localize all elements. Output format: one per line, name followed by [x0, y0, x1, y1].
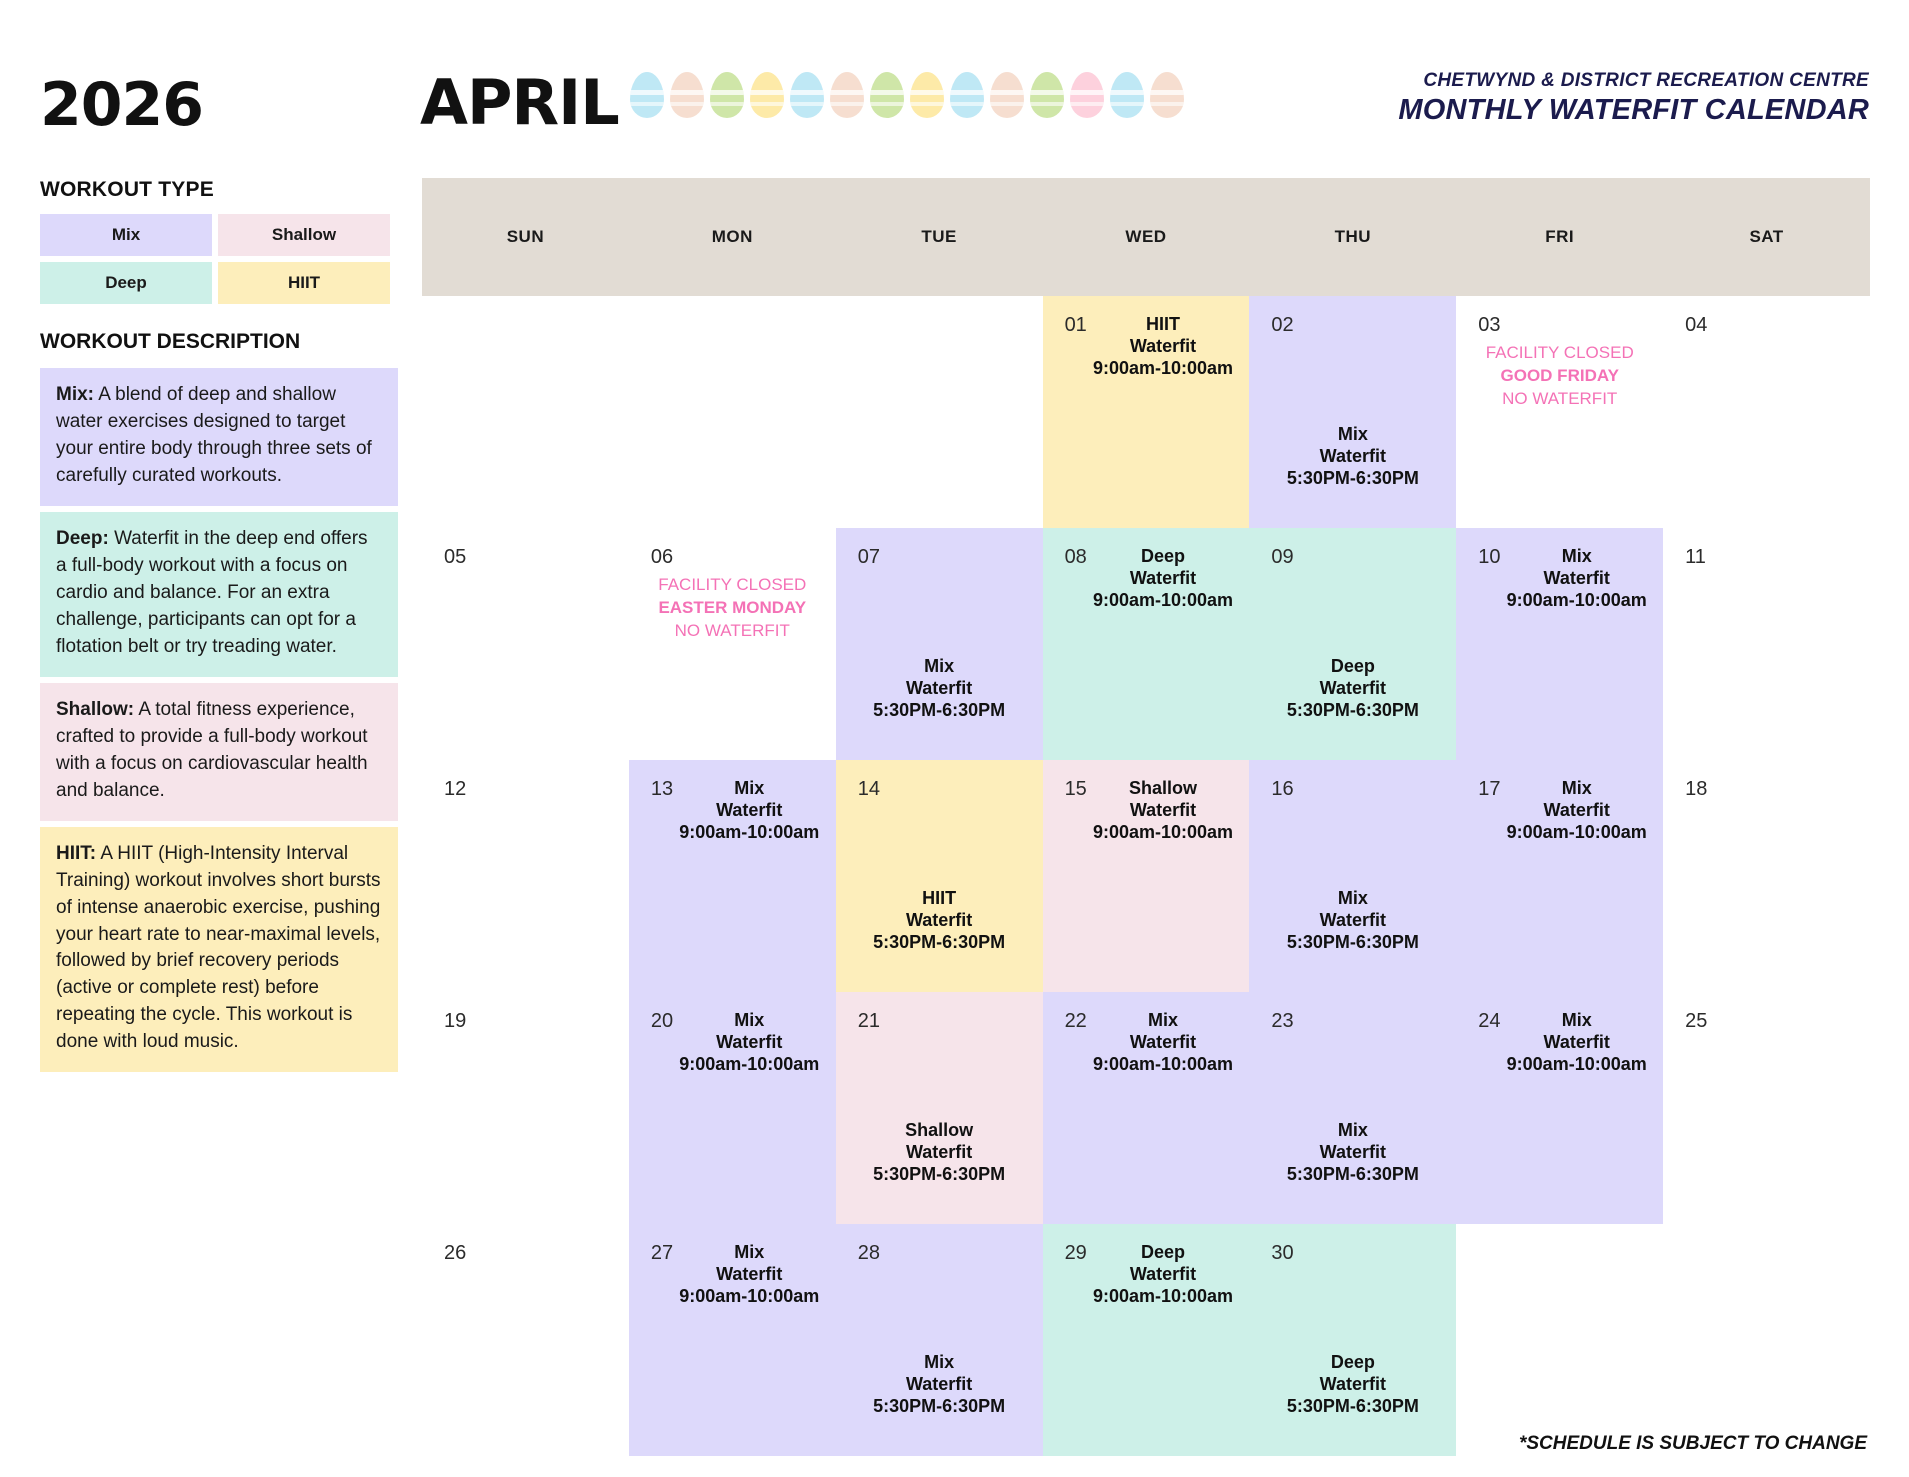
event-line: Shallow	[1128, 778, 1197, 798]
event-line: 5:30PM-6:30PM	[873, 700, 1006, 721]
day-number: 20	[650, 1010, 674, 1032]
event-line: Waterfit	[1129, 1263, 1197, 1284]
day-number: 25	[1685, 1010, 1708, 1032]
easter-egg-icon	[950, 72, 984, 118]
month-title: APRIL	[420, 66, 619, 139]
day-number: 22	[1064, 1010, 1087, 1032]
easter-egg-icon	[990, 72, 1024, 118]
event-line: Deep	[1330, 656, 1375, 677]
organization-branding	[1398, 70, 1869, 127]
workout-description-text: A HIIT (High-Intensity Interval Training) workout involves short bursts of intense anaerobic exercise, pushing your heart rate to near-maximal levels, followed by brief recovery periods (active or complete rest) before repeating the cycle. This workout is done with loud music.	[56, 842, 381, 1053]
day-number: 16	[1271, 778, 1294, 800]
event-line: Mix	[1337, 424, 1368, 445]
event-line: Waterfit	[1129, 335, 1197, 356]
day-number: 29	[1064, 1242, 1087, 1264]
calendar-day-cell[interactable]	[422, 528, 629, 760]
day-number: 14	[857, 778, 880, 800]
calendar-empty-cell	[1456, 1224, 1663, 1456]
event-line: 9:00am-10:00am	[1506, 821, 1647, 842]
calendar-day-cell[interactable]	[1249, 760, 1456, 992]
event-line: 9:00am-10:00am	[1506, 589, 1647, 610]
event-line: Waterfit	[905, 678, 973, 699]
easter-egg-icon	[830, 72, 864, 118]
day-number: 05	[444, 546, 467, 568]
workout-description-mix	[40, 368, 398, 506]
closed-notice-line: GOOD FRIDAY	[1500, 365, 1619, 385]
event-evening	[846, 1352, 1033, 1418]
calendar-day-cell[interactable]	[1043, 992, 1250, 1224]
workout-description-text: A total fitness experience, crafted to provide a full-body workout with a focus on cardiovascular health and balance.	[56, 698, 368, 801]
schedule-disclaimer: *SCHEDULE IS SUBJECT TO CHANGE	[1518, 1433, 1867, 1454]
workout-description-term: Shallow:	[56, 698, 135, 720]
day-number: 01	[1064, 314, 1087, 336]
event-evening	[1259, 888, 1446, 954]
event-line: Waterfit	[1129, 567, 1197, 588]
event-line: Mix	[1561, 546, 1592, 566]
calendar-day-cell[interactable]	[836, 992, 1043, 1224]
year-label: 2026	[40, 70, 203, 140]
event-line: Waterfit	[1543, 799, 1610, 820]
legend-panel	[40, 178, 398, 1078]
calendar-day-cell[interactable]	[1043, 760, 1250, 992]
facility-closed-notice	[1466, 342, 1653, 411]
day-number: 27	[650, 1242, 674, 1264]
calendar-empty-cell	[1663, 1224, 1870, 1456]
weekday-header-tue: TUE	[921, 227, 957, 246]
event-line: 9:00am-10:00am	[679, 1285, 820, 1306]
event-line: 9:00am-10:00am	[1506, 1053, 1647, 1074]
event-line: Mix	[734, 778, 765, 798]
event-line: 5:30PM-6:30PM	[873, 1396, 1006, 1417]
easter-egg-icon	[1110, 72, 1144, 118]
event-evening	[1259, 656, 1446, 722]
workout-description-shallow	[40, 683, 398, 821]
event-line: Mix	[734, 1242, 765, 1262]
calendar-empty-cell	[422, 296, 629, 528]
closed-notice-line: FACILITY CLOSED	[658, 575, 807, 594]
easter-egg-icon	[790, 72, 824, 118]
workout-description-text: A blend of deep and shallow water exercises designed to target your entire body through three sets of carefully curated workouts.	[56, 384, 372, 486]
closed-notice-line: EASTER MONDAY	[658, 597, 807, 617]
event-line: Waterfit	[1543, 567, 1610, 588]
event-line: Waterfit	[1319, 1142, 1387, 1163]
calendar-day-cell[interactable]	[1249, 296, 1456, 528]
event-line: Deep	[1330, 1352, 1375, 1373]
day-number: 21	[857, 1010, 880, 1032]
event-line: 9:00am-10:00am	[679, 1053, 820, 1074]
calendar-day-cell[interactable]	[836, 1224, 1043, 1456]
calendar-day-cell[interactable]	[629, 992, 836, 1224]
calendar-day-cell[interactable]	[1456, 760, 1663, 992]
day-number: 11	[1685, 546, 1706, 568]
calendar-day-cell[interactable]	[1663, 992, 1870, 1224]
legend-item-label: Deep	[105, 273, 147, 292]
legend-item-shallow	[218, 214, 390, 256]
easter-egg-icon	[910, 72, 944, 118]
easter-egg-icon	[870, 72, 904, 118]
workout-descriptions-list	[40, 368, 398, 1072]
day-number: 09	[1271, 546, 1294, 568]
calendar-day-cell[interactable]	[1456, 528, 1663, 760]
event-line: Waterfit	[1319, 446, 1387, 467]
calendar-day-cell[interactable]	[1456, 296, 1663, 528]
calendar-day-cell[interactable]	[1043, 1224, 1250, 1456]
event-line: Deep	[1140, 1242, 1185, 1262]
calendar-day-cell[interactable]	[422, 992, 629, 1224]
event-line: 9:00am-10:00am	[679, 821, 820, 842]
day-number: 19	[444, 1010, 467, 1032]
calendar-day-cell[interactable]	[1249, 528, 1456, 760]
calendar-empty-cell	[629, 296, 836, 528]
event-line: 5:30PM-6:30PM	[1286, 468, 1419, 489]
calendar-day-cell[interactable]	[422, 1224, 629, 1456]
workout-type-heading: WORKOUT TYPE	[40, 178, 214, 201]
day-number: 15	[1064, 778, 1087, 800]
legend-item-mix	[40, 214, 212, 256]
event-line: Waterfit	[905, 910, 973, 931]
weekday-header-thu: THU	[1334, 227, 1372, 246]
day-number: 17	[1478, 778, 1501, 800]
event-evening	[1259, 1120, 1446, 1186]
easter-egg-icon	[630, 72, 664, 118]
event-line: Waterfit	[716, 1031, 783, 1052]
calendar-day-cell[interactable]	[1663, 760, 1870, 992]
day-number: 28	[857, 1242, 880, 1264]
calendar-day-cell[interactable]	[1249, 1224, 1456, 1456]
event-line: 9:00am-10:00am	[1092, 589, 1234, 610]
easter-egg-icon	[710, 72, 744, 118]
event-line: Waterfit	[905, 1142, 973, 1163]
easter-eggs-decoration	[630, 72, 1184, 118]
workout-description-term: HIIT:	[56, 842, 97, 864]
event-line: HIIT	[922, 888, 957, 909]
calendar-day-cell[interactable]	[1043, 296, 1250, 528]
calendar-day-cell[interactable]	[629, 1224, 836, 1456]
event-line: Waterfit	[1543, 1031, 1610, 1052]
event-line: Mix	[924, 656, 955, 677]
easter-egg-icon	[1150, 72, 1184, 118]
weekday-header-fri: FRI	[1545, 227, 1575, 246]
calendar-day-cell[interactable]	[1456, 992, 1663, 1224]
day-number: 02	[1271, 314, 1294, 336]
weekday-header-sat: SAT	[1749, 227, 1784, 246]
event-line: Waterfit	[1319, 678, 1387, 699]
calendar-empty-cell	[836, 296, 1043, 528]
event-line: 9:00am-10:00am	[1092, 357, 1234, 378]
calendar-grid	[422, 178, 1870, 1456]
calendar-day-cell[interactable]	[836, 760, 1043, 992]
legend-item-label: Shallow	[271, 225, 337, 244]
day-number: 30	[1271, 1242, 1294, 1264]
day-number: 23	[1271, 1010, 1294, 1032]
org-name: CHETWYND & DISTRICT RECREATION CENTRE	[1423, 70, 1869, 91]
weekday-header-sun: SUN	[506, 227, 545, 246]
event-line: 5:30PM-6:30PM	[873, 1164, 1006, 1185]
event-line: 5:30PM-6:30PM	[873, 932, 1006, 953]
event-evening	[1259, 1352, 1446, 1418]
day-number: 04	[1685, 314, 1708, 336]
event-line: Mix	[1337, 1120, 1368, 1141]
calendar-day-cell[interactable]	[836, 528, 1043, 760]
calendar-subtitle: MONTHLY WATERFIT CALENDAR	[1398, 94, 1869, 126]
calendar-days-body	[422, 296, 1870, 1456]
calendar-day-cell[interactable]	[629, 528, 836, 760]
calendar-day-cell[interactable]	[629, 760, 836, 992]
workout-description-deep	[40, 512, 398, 677]
event-line: HIIT	[1145, 314, 1180, 334]
event-line: Mix	[924, 1352, 955, 1373]
calendar-day-cell[interactable]	[1663, 528, 1870, 760]
workout-description-text: Waterfit in the deep end offers a full-body workout with a focus on cardio and balance. For an extra challenge, participants can opt for a flotation belt or try treading water.	[56, 527, 368, 657]
day-number: 26	[444, 1242, 467, 1264]
weekday-header-mon: MON	[711, 227, 753, 246]
event-evening	[846, 656, 1033, 722]
closed-notice-line: FACILITY CLOSED	[1485, 343, 1634, 362]
legend-item-label: HIIT	[287, 273, 321, 292]
workout-type-legend	[40, 214, 398, 304]
event-line: 5:30PM-6:30PM	[1286, 932, 1419, 953]
workout-description-term: Mix:	[56, 384, 94, 405]
event-line: 5:30PM-6:30PM	[1286, 1396, 1419, 1417]
facility-closed-notice	[639, 574, 826, 643]
event-line: 9:00am-10:00am	[1092, 1053, 1234, 1074]
event-line: Waterfit	[716, 799, 783, 820]
event-line: Deep	[1140, 546, 1185, 566]
legend-item-label: Mix	[111, 225, 141, 244]
workout-description-hiit	[40, 827, 398, 1073]
day-number: 12	[444, 778, 467, 800]
calendar-day-cell[interactable]	[1249, 992, 1456, 1224]
easter-egg-icon	[1070, 72, 1104, 118]
day-number: 24	[1478, 1010, 1501, 1032]
event-line: Waterfit	[1319, 910, 1387, 931]
event-line: Waterfit	[1129, 799, 1197, 820]
event-line: 5:30PM-6:30PM	[1286, 1164, 1419, 1185]
legend-item-deep	[40, 262, 212, 304]
closed-notice-line: NO WATERFIT	[1502, 388, 1618, 408]
legend-item-hiit	[218, 262, 390, 304]
day-number: 08	[1064, 546, 1087, 568]
event-line: Mix	[1561, 778, 1592, 798]
event-line: Mix	[1561, 1010, 1592, 1030]
event-line: 9:00am-10:00am	[1092, 1285, 1234, 1306]
day-number: 13	[650, 778, 674, 800]
event-evening	[846, 1120, 1033, 1186]
day-number: 18	[1685, 778, 1708, 800]
event-line: Mix	[734, 1010, 765, 1030]
workout-description-heading: WORKOUT DESCRIPTION	[40, 330, 301, 353]
event-line: Waterfit	[1319, 1374, 1387, 1395]
day-number: 07	[857, 546, 880, 568]
closed-notice-line: NO WATERFIT	[674, 620, 790, 640]
event-line: Shallow	[905, 1120, 974, 1141]
easter-egg-icon	[750, 72, 784, 118]
event-line: 5:30PM-6:30PM	[1286, 700, 1419, 721]
event-line: Waterfit	[905, 1374, 973, 1395]
event-evening	[1259, 424, 1446, 490]
calendar-day-cell[interactable]	[1663, 296, 1870, 528]
day-number: 03	[1478, 314, 1501, 336]
easter-egg-icon	[670, 72, 704, 118]
calendar-weekday-header	[422, 178, 1870, 296]
day-number: 06	[650, 546, 674, 568]
workout-description-term: Deep:	[56, 527, 109, 549]
calendar-day-cell[interactable]	[422, 760, 629, 992]
day-number: 10	[1478, 546, 1501, 568]
event-line: Waterfit	[1129, 1031, 1197, 1052]
event-line: Mix	[1337, 888, 1368, 909]
event-line: 9:00am-10:00am	[1092, 821, 1234, 842]
event-line: Waterfit	[716, 1263, 783, 1284]
event-evening	[846, 888, 1033, 954]
calendar-day-cell[interactable]	[1043, 528, 1250, 760]
weekday-header-wed: WED	[1125, 227, 1167, 246]
easter-egg-icon	[1030, 72, 1064, 118]
event-line: Mix	[1147, 1010, 1178, 1030]
